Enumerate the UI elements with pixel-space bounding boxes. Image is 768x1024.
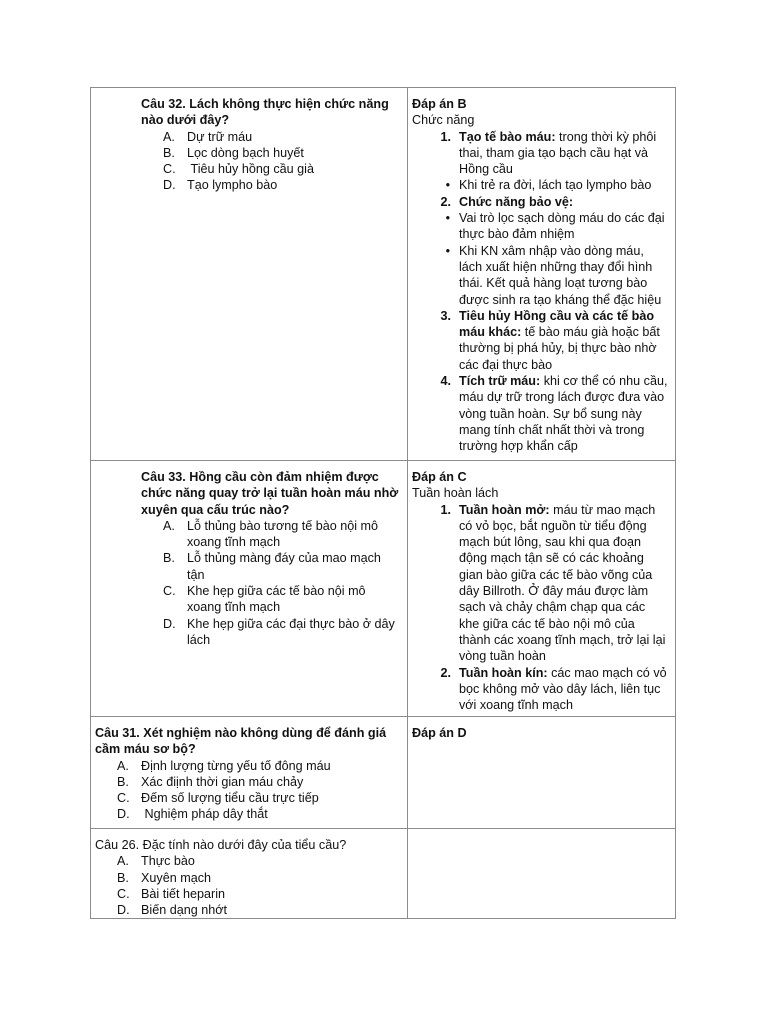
option-letter: B.	[163, 551, 175, 566]
question-cell	[91, 461, 408, 717]
option-text: Đếm số lượng tiểu cầu trực tiếp	[141, 791, 319, 806]
option-list	[95, 758, 401, 823]
option-list	[141, 129, 401, 194]
question-cell	[91, 88, 408, 461]
option-item	[163, 145, 401, 161]
option-item	[163, 177, 401, 193]
option-item	[117, 790, 401, 806]
answer-cell	[408, 717, 676, 829]
item-text: tế bào máu già hoặc bất thường bị phá hủy, bị thực bào nhờ các đại thực bào	[459, 325, 660, 372]
option-text: Lỗ thủng màng đáy của mao mạch tận	[187, 551, 385, 582]
option-text: Biến dạng nhớt	[141, 903, 227, 918]
question-block	[95, 725, 401, 823]
option-letter: D.	[117, 807, 130, 822]
question-title: Câu 26. Đặc tính nào dưới đây của tiểu cầu?	[95, 838, 347, 852]
answer-key: Đáp án B	[412, 97, 467, 111]
option-text: Bài tiết heparin	[141, 886, 226, 901]
option-text: Lỗ thủng bào tương tế bào nội mô xoang tĩnh mạch	[187, 518, 382, 550]
option-letter: B.	[117, 774, 129, 789]
item-text: khi cơ thể có nhu cầu, máu dự trữ trong lách được đưa vào vòng tuần hoàn. Sự bổ sung này mang tính chất nhất thời và trong trường hợp khẩn cấp	[459, 374, 668, 454]
answer-item	[436, 502, 669, 665]
table-row	[91, 829, 676, 919]
item-heading: Tích trữ máu:	[459, 374, 541, 389]
item-number: 2.	[440, 194, 451, 209]
option-item	[163, 518, 401, 551]
item-heading: Tuần hoàn kín:	[459, 665, 548, 680]
item-text: Vai trò lọc sạch dòng máu do các đại thực bào đảm nhiệm	[459, 211, 665, 242]
item-heading: Tuần hoàn mở:	[459, 502, 550, 517]
item-number: 2.	[440, 665, 451, 680]
item-text: trong thời kỳ phôi thai, tham gia tạo bạch cầu hạt và Hồng cầu	[459, 129, 657, 177]
option-letter: B.	[163, 145, 175, 160]
table-row	[91, 461, 676, 717]
table-row	[91, 717, 676, 829]
item-number: 4.	[440, 374, 451, 389]
option-item	[117, 758, 401, 774]
question-block	[95, 469, 401, 648]
item-heading: Tiêu hủy Hồng cầu và các tế bào máu khác:	[459, 308, 655, 340]
option-text: Xác điịnh thời gian máu chảy	[141, 774, 304, 789]
answer-item	[436, 373, 669, 454]
option-text: Khe hẹp giữa các đại thực bào ở dây lách	[187, 616, 399, 647]
answer-subtitle: Tuần hoàn lách	[412, 486, 499, 501]
option-letter: A.	[117, 854, 129, 869]
item-text: máu từ mao mạch có vỏ bọc, bắt nguồn từ tiểu động mạch bút lông, sau khi qua đoạn động mạch tận sẽ có các khoảng gian bào giữa các tế bào võng của dây Billroth. Ở đây máu được làm sạch và chảy chậm chạp qua các khe giữa các tế bào nội mô của thành các xoang tĩnh mạch, trở lại lại vòng tuần hoàn	[459, 502, 666, 664]
question-cell	[91, 717, 408, 829]
question-title: Câu 33. Hồng cầu còn đảm nhiệm được chức năng quay trở lại tuần hoàn máu nhờ xuyên qua cấu trúc nào?	[141, 470, 399, 517]
option-text: Tiêu hủy hồng cầu già	[187, 162, 314, 177]
option-letter: D.	[163, 178, 176, 193]
bullet-icon: •	[445, 243, 450, 258]
question-block	[95, 837, 401, 918]
bullet-icon: •	[445, 211, 450, 226]
option-text: Khe hẹp giữa các tế bào nội mô xoang tĩnh mạch	[187, 584, 370, 615]
option-letter: A.	[163, 129, 175, 144]
option-item	[117, 806, 401, 822]
question-title: Câu 31. Xét nghiệm nào không dùng để đánh giá cầm máu sơ bộ?	[95, 726, 387, 757]
option-text: Xuyên mạch	[141, 870, 212, 885]
option-letter: A.	[163, 518, 175, 533]
answer-item	[436, 243, 669, 308]
question-answer-table	[90, 87, 676, 919]
option-letter: D.	[163, 616, 176, 631]
option-item	[117, 870, 401, 886]
option-item	[117, 853, 401, 869]
option-item	[163, 161, 401, 177]
answer-subtitle: Chức năng	[412, 113, 475, 128]
option-list	[95, 853, 401, 918]
item-text: Khi trẻ ra đời, lách tạo lympho bào	[459, 178, 652, 193]
option-item	[163, 550, 401, 583]
item-heading: Chức năng bảo vệ:	[459, 194, 574, 209]
option-letter: C.	[163, 584, 176, 599]
answer-item	[436, 665, 669, 714]
option-item	[117, 886, 401, 902]
option-letter: D.	[117, 903, 130, 918]
answer-item	[436, 210, 669, 243]
option-item	[163, 129, 401, 145]
table-row	[91, 88, 676, 461]
option-text: Thực bào	[141, 854, 195, 869]
option-text: Tạo lympho bào	[187, 178, 278, 193]
answer-item	[436, 177, 669, 193]
answer-list	[412, 502, 669, 714]
option-text: Nghiệm pháp dây thắt	[141, 807, 268, 822]
answer-item	[436, 308, 669, 373]
answer-cell	[408, 829, 676, 919]
option-text: Lọc dòng bạch huyết	[187, 145, 304, 160]
question-block	[95, 96, 401, 194]
option-letter: A.	[117, 758, 129, 773]
item-number: 1.	[440, 502, 451, 517]
answer-item	[436, 194, 669, 210]
option-item	[163, 616, 401, 649]
item-heading: Tạo tế bào máu:	[459, 129, 556, 144]
option-letter: B.	[117, 870, 129, 885]
question-title: Câu 32. Lách không thực hiện chức năng nào dưới đây?	[141, 97, 389, 128]
option-letter: C.	[117, 886, 130, 901]
answer-cell	[408, 88, 676, 461]
option-letter: C.	[117, 791, 130, 806]
answer-key: Đáp án D	[412, 726, 467, 740]
item-text: Khi KN xâm nhập vào dòng máu, lách xuất hiện những thay đổi hình thái. Kết quả hàng loạt tương bào được sinh ra tạo kháng thể đặc hiệu	[459, 243, 662, 307]
answer-cell	[408, 461, 676, 717]
option-item	[117, 774, 401, 790]
item-text: các mao mạch có vỏ bọc không mở vào dây lách, liên tục với xoang tĩnh mạch	[459, 665, 667, 713]
answer-key: Đáp án C	[412, 470, 467, 484]
question-cell	[91, 829, 408, 919]
answer-list	[412, 129, 669, 455]
option-item	[117, 902, 401, 918]
option-text: Định lượng từng yếu tố đông máu	[141, 758, 331, 773]
option-item	[163, 583, 401, 616]
option-text: Dự trữ máu	[187, 129, 253, 144]
item-number: 3.	[440, 308, 451, 323]
item-number: 1.	[440, 129, 451, 144]
option-letter: C.	[163, 162, 176, 177]
answer-item	[436, 129, 669, 178]
bullet-icon: •	[445, 178, 450, 193]
option-list	[141, 518, 401, 648]
